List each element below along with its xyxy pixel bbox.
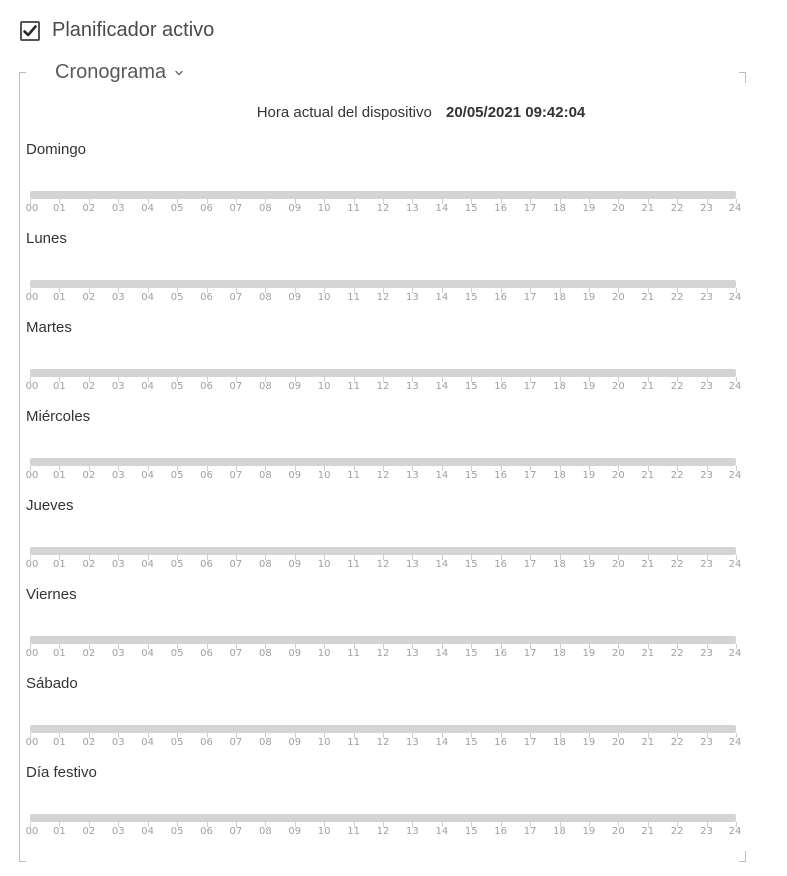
hour-tick-label: 10 — [317, 648, 331, 659]
hour-tick-label: 06 — [200, 381, 213, 392]
hour-tick-label: 20 — [611, 470, 625, 481]
hour-tick-label: 20 — [611, 559, 625, 570]
hour-tick-label: 19 — [582, 381, 596, 392]
hour-tick-label: 14 — [435, 470, 449, 481]
hour-tick-label: 20 — [611, 737, 625, 748]
hour-tick-label: 04 — [141, 292, 155, 303]
hour-tick-label: 05 — [170, 559, 184, 570]
hour-tick-label: 01 — [53, 648, 66, 659]
hour-tick-label: 14 — [435, 648, 449, 659]
hour-tick-label: 06 — [200, 648, 213, 659]
day-timeline-domingo — [26, 141, 742, 230]
hour-tick-label: 08 — [258, 203, 272, 214]
hour-tick-label: 05 — [170, 470, 184, 481]
hour-tick-label: 13 — [406, 292, 419, 303]
day-timeline-bar[interactable] — [30, 369, 736, 377]
hour-tick-label: 00 — [25, 826, 39, 837]
hour-tick-label: 07 — [229, 737, 243, 748]
hour-scale — [26, 199, 742, 221]
hour-tick-label: 01 — [53, 470, 66, 481]
hour-tick-label: 05 — [170, 737, 184, 748]
day-label: Día festivo — [26, 764, 97, 781]
hour-tick-label: 10 — [317, 203, 331, 214]
hour-tick-label: 00 — [25, 203, 39, 214]
hour-tick-label: 12 — [376, 648, 390, 659]
hour-tick-label: 22 — [670, 737, 684, 748]
hour-tick-label: 15 — [464, 826, 478, 837]
hour-tick-label: 14 — [435, 559, 449, 570]
day-label: Jueves — [26, 497, 74, 514]
hour-tick-label: 18 — [553, 826, 566, 837]
hour-tick-label: 10 — [317, 381, 331, 392]
hour-tick-label: 02 — [82, 470, 96, 481]
hour-tick-label: 02 — [82, 826, 96, 837]
hour-tick-label: 00 — [25, 381, 39, 392]
day-timeline-bar[interactable] — [30, 191, 736, 199]
hour-tick-label: 21 — [641, 203, 655, 214]
hour-tick-label: 19 — [582, 737, 596, 748]
hour-tick-label: 03 — [111, 292, 125, 303]
hour-tick-label: 18 — [553, 292, 566, 303]
hour-tick-label: 10 — [317, 737, 331, 748]
hour-tick-label: 12 — [376, 737, 390, 748]
hour-tick-label: 14 — [435, 826, 449, 837]
hour-tick-label: 07 — [229, 648, 243, 659]
hour-tick-label: 03 — [111, 470, 125, 481]
day-timeline-bar[interactable] — [30, 280, 736, 288]
hour-tick-label: 17 — [523, 737, 537, 748]
hour-tick-label: 17 — [523, 470, 537, 481]
hour-tick-label: 03 — [111, 203, 125, 214]
hour-tick-label: 15 — [464, 470, 478, 481]
hour-tick-label: 18 — [553, 203, 566, 214]
hour-tick-label: 14 — [435, 292, 449, 303]
hour-tick-label: 16 — [494, 826, 508, 837]
hour-tick-label: 11 — [347, 381, 360, 392]
hour-tick-label: 23 — [700, 826, 713, 837]
hour-tick-label: 22 — [670, 559, 684, 570]
hour-tick-label: 09 — [288, 737, 302, 748]
hour-tick-label: 09 — [288, 826, 302, 837]
device-time-value: 20/05/2021 09:42:04 — [445, 104, 586, 121]
hour-tick-label: 23 — [700, 470, 713, 481]
hour-tick-label: 19 — [582, 559, 596, 570]
hour-tick-label: 06 — [200, 470, 213, 481]
hour-tick-label: 09 — [288, 559, 302, 570]
hour-tick-label: 21 — [641, 826, 655, 837]
hour-scale — [26, 466, 742, 488]
hour-tick-label: 22 — [670, 826, 684, 837]
hour-tick-label: 14 — [435, 737, 449, 748]
hour-tick-label: 09 — [288, 648, 302, 659]
hour-tick-label: 08 — [258, 737, 272, 748]
hour-tick-label: 23 — [700, 737, 713, 748]
hour-tick-label: 13 — [406, 470, 419, 481]
hour-tick-label: 15 — [464, 737, 478, 748]
hour-tick-label: 04 — [141, 203, 155, 214]
hour-tick-label: 21 — [641, 381, 655, 392]
hour-tick-label: 22 — [670, 381, 684, 392]
hour-tick-label: 04 — [141, 737, 155, 748]
hour-tick-label: 01 — [53, 203, 66, 214]
hour-tick-label: 03 — [111, 559, 125, 570]
hour-tick-label: 10 — [317, 470, 331, 481]
chevron-down-icon — [174, 69, 184, 77]
scheduler-active-label: Planificador activo — [52, 19, 215, 41]
hour-tick-label: 17 — [523, 559, 537, 570]
day-timeline-bar[interactable] — [30, 547, 736, 555]
hour-tick-label: 15 — [464, 648, 478, 659]
hour-tick-label: 21 — [641, 648, 655, 659]
hour-tick-label: 01 — [53, 381, 66, 392]
hour-tick-label: 05 — [170, 381, 184, 392]
fieldset-corner-top-left — [19, 72, 26, 83]
hour-tick-label: 11 — [347, 559, 360, 570]
hour-tick-label: 15 — [464, 203, 478, 214]
hour-tick-label: 18 — [553, 737, 566, 748]
hour-tick-label: 02 — [82, 381, 96, 392]
day-timeline-bar[interactable] — [30, 725, 736, 733]
hour-tick-label: 07 — [229, 559, 243, 570]
hour-tick-label: 16 — [494, 737, 508, 748]
hour-tick-label: 24 — [728, 737, 742, 748]
hour-tick-label: 03 — [111, 826, 125, 837]
hour-tick-label: 08 — [258, 648, 272, 659]
hour-tick-label: 12 — [376, 559, 390, 570]
hour-tick-label: 12 — [376, 470, 390, 481]
hour-tick-label: 12 — [376, 292, 390, 303]
day-label: Miércoles — [26, 408, 91, 425]
hour-tick-label: 22 — [670, 292, 684, 303]
hour-tick-label: 11 — [347, 737, 360, 748]
hour-tick-label: 04 — [141, 470, 155, 481]
hour-tick-label: 05 — [170, 203, 184, 214]
hour-tick-label: 02 — [82, 559, 96, 570]
hour-tick-label: 24 — [728, 470, 742, 481]
hour-tick-label: 19 — [582, 826, 596, 837]
hour-tick-label: 23 — [700, 381, 713, 392]
fieldset-border-left — [19, 72, 20, 862]
hour-scale — [26, 733, 742, 755]
day-label: Viernes — [26, 586, 77, 603]
hour-tick-label: 20 — [611, 381, 625, 392]
hour-tick-label: 17 — [523, 648, 537, 659]
hour-tick-label: 03 — [111, 737, 125, 748]
hour-tick-label: 18 — [553, 648, 566, 659]
hour-tick-label: 03 — [111, 648, 125, 659]
hour-tick-label: 22 — [670, 470, 684, 481]
hour-tick-label: 13 — [406, 559, 419, 570]
hour-tick-label: 01 — [53, 292, 66, 303]
hour-tick-label: 24 — [728, 648, 742, 659]
hour-tick-label: 19 — [582, 470, 596, 481]
hour-tick-label: 06 — [200, 292, 213, 303]
hour-tick-label: 08 — [258, 559, 272, 570]
hour-tick-label: 16 — [494, 203, 508, 214]
hour-tick-label: 23 — [700, 203, 713, 214]
hour-tick-label: 04 — [141, 648, 155, 659]
hour-tick-label: 19 — [582, 648, 596, 659]
hour-tick-label: 17 — [523, 381, 537, 392]
hour-tick-label: 07 — [229, 203, 243, 214]
hour-tick-label: 24 — [728, 203, 742, 214]
hour-tick-label: 02 — [82, 292, 96, 303]
hour-tick-label: 10 — [317, 559, 331, 570]
day-timeline-bar[interactable] — [30, 636, 736, 644]
hour-tick-label: 16 — [494, 381, 508, 392]
hour-scale — [26, 288, 742, 310]
hour-tick-label: 17 — [523, 826, 537, 837]
hour-tick-label: 20 — [611, 292, 625, 303]
hour-tick-label: 13 — [406, 826, 419, 837]
hour-tick-label: 11 — [347, 648, 360, 659]
hour-tick-label: 10 — [317, 826, 331, 837]
schedule-legend-label: Cronograma — [55, 61, 167, 83]
hour-tick-label: 16 — [494, 559, 508, 570]
hour-tick-label: 09 — [288, 381, 302, 392]
hour-tick-label: 02 — [82, 203, 96, 214]
hour-tick-label: 08 — [258, 470, 272, 481]
scheduler-active-checkbox[interactable] — [20, 21, 40, 41]
device-time — [0, 104, 787, 121]
hour-tick-label: 16 — [494, 648, 508, 659]
hour-tick-label: 18 — [553, 559, 566, 570]
day-label: Lunes — [26, 230, 67, 247]
day-label: Domingo — [26, 141, 87, 158]
hour-scale — [26, 555, 742, 577]
day-timeline-dia-festivo — [26, 764, 742, 853]
hour-tick-label: 06 — [200, 826, 213, 837]
day-timeline-miercoles — [26, 408, 742, 497]
hour-tick-label: 06 — [200, 737, 213, 748]
hour-tick-label: 17 — [523, 203, 537, 214]
hour-tick-label: 21 — [641, 737, 655, 748]
hour-tick-label: 13 — [406, 737, 419, 748]
hour-tick-label: 00 — [25, 648, 39, 659]
hour-tick-label: 21 — [641, 470, 655, 481]
hour-tick-label: 16 — [494, 292, 508, 303]
hour-tick-label: 15 — [464, 292, 478, 303]
hour-tick-label: 07 — [229, 826, 243, 837]
hour-tick-label: 11 — [347, 292, 360, 303]
day-timeline-sabado — [26, 675, 742, 764]
hour-tick-label: 24 — [728, 381, 742, 392]
hour-tick-label: 03 — [111, 381, 125, 392]
hour-tick-label: 11 — [347, 470, 360, 481]
hour-scale — [26, 822, 742, 844]
hour-tick-label: 19 — [582, 292, 596, 303]
hour-tick-label: 07 — [229, 292, 243, 303]
hour-tick-label: 00 — [25, 559, 39, 570]
hour-tick-label: 02 — [82, 648, 96, 659]
hour-tick-label: 09 — [288, 203, 302, 214]
checkmark-icon — [22, 23, 38, 39]
day-label: Martes — [26, 319, 72, 336]
hour-tick-label: 19 — [582, 203, 596, 214]
hour-tick-label: 22 — [670, 203, 684, 214]
hour-tick-label: 00 — [25, 737, 39, 748]
hour-tick-label: 06 — [200, 559, 213, 570]
day-timeline-bar[interactable] — [30, 458, 736, 466]
hour-tick-label: 20 — [611, 203, 625, 214]
day-timeline-lunes — [26, 230, 742, 319]
hour-tick-label: 04 — [141, 826, 155, 837]
hour-tick-label: 23 — [700, 559, 713, 570]
hour-tick-label: 18 — [553, 381, 566, 392]
fieldset-corner-top-right — [739, 72, 746, 83]
hour-tick-label: 13 — [406, 381, 419, 392]
hour-tick-label: 08 — [258, 381, 272, 392]
day-label: Sábado — [26, 675, 78, 692]
hour-tick-label: 02 — [82, 737, 96, 748]
hour-tick-label: 05 — [170, 826, 184, 837]
hour-tick-label: 18 — [553, 470, 566, 481]
hour-tick-label: 12 — [376, 826, 390, 837]
device-time-label: Hora actual del dispositivo — [256, 104, 432, 121]
hour-tick-label: 09 — [288, 292, 302, 303]
hour-tick-label: 09 — [288, 470, 302, 481]
day-timeline-bar[interactable] — [30, 814, 736, 822]
hour-scale — [26, 377, 742, 399]
hour-tick-label: 05 — [170, 648, 184, 659]
hour-tick-label: 23 — [700, 292, 713, 303]
hour-tick-label: 12 — [376, 203, 390, 214]
hour-tick-label: 17 — [523, 292, 537, 303]
hour-tick-label: 23 — [700, 648, 713, 659]
hour-tick-label: 16 — [494, 470, 508, 481]
hour-tick-label: 05 — [170, 292, 184, 303]
fieldset-corner-bottom-left — [19, 851, 26, 862]
hour-tick-label: 24 — [728, 826, 742, 837]
hour-tick-label: 06 — [200, 203, 213, 214]
hour-tick-label: 20 — [611, 826, 625, 837]
hour-tick-label: 08 — [258, 826, 272, 837]
hour-tick-label: 13 — [406, 648, 419, 659]
hour-tick-label: 10 — [317, 292, 331, 303]
hour-tick-label: 08 — [258, 292, 272, 303]
hour-tick-label: 01 — [53, 737, 66, 748]
hour-tick-label: 00 — [25, 470, 39, 481]
scheduler-active-toggle[interactable] — [20, 19, 214, 42]
hour-tick-label: 01 — [53, 559, 66, 570]
hour-tick-label: 00 — [25, 292, 39, 303]
hour-tick-label: 14 — [435, 203, 449, 214]
hour-tick-label: 15 — [464, 381, 478, 392]
hour-tick-label: 07 — [229, 470, 243, 481]
hour-tick-label: 22 — [670, 648, 684, 659]
day-timeline-martes — [26, 319, 742, 408]
hour-scale — [26, 644, 742, 666]
hour-tick-label: 24 — [728, 292, 742, 303]
day-timeline-jueves — [26, 497, 742, 586]
hour-tick-label: 24 — [728, 559, 742, 570]
hour-tick-label: 13 — [406, 203, 419, 214]
hour-tick-label: 21 — [641, 559, 655, 570]
hour-tick-label: 11 — [347, 826, 360, 837]
day-timeline-viernes — [26, 586, 742, 675]
hour-tick-label: 15 — [464, 559, 478, 570]
hour-tick-label: 11 — [347, 203, 360, 214]
hour-tick-label: 07 — [229, 381, 243, 392]
schedule-legend-toggle[interactable] — [53, 61, 186, 84]
hour-tick-label: 14 — [435, 381, 449, 392]
hour-tick-label: 04 — [141, 559, 155, 570]
hour-tick-label: 12 — [376, 381, 390, 392]
hour-tick-label: 04 — [141, 381, 155, 392]
hour-tick-label: 01 — [53, 826, 66, 837]
hour-tick-label: 21 — [641, 292, 655, 303]
hour-tick-label: 20 — [611, 648, 625, 659]
